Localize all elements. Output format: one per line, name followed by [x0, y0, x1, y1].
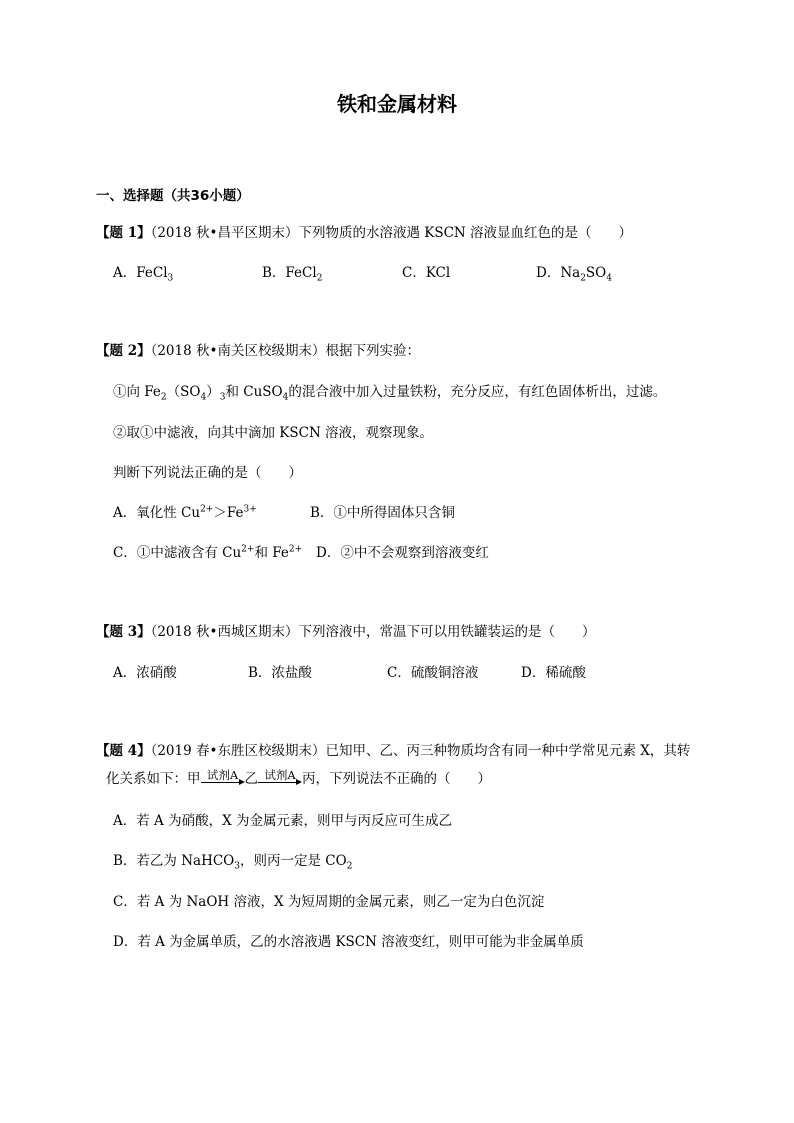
q4-option-a: A．若 A 为硝酸，X 为金属元素，则甲与丙反应可生成乙	[113, 813, 452, 829]
question-3-label: 【题 3】	[96, 624, 151, 640]
question-3	[96, 623, 595, 641]
q3-option-b: B．浓盐酸	[248, 665, 312, 681]
question-2	[96, 342, 420, 360]
q2-step-2: ②取①中滤液，向其中滴加 KSCN 溶液，观察现象。	[113, 425, 434, 441]
question-1-label: 【题 1】	[96, 225, 151, 241]
q2-option-d: D．②中不会观察到溶液变红	[316, 545, 489, 561]
q3-option-a: A．浓硝酸	[113, 665, 177, 681]
q2-prompt: 判断下列说法正确的是（ ）	[113, 465, 302, 481]
q3-option-c: C．硫酸铜溶液	[387, 665, 479, 681]
reaction-arrow-1: 试剂A	[201, 770, 245, 788]
q4-option-b: B．若乙为 NaHCO$_3$，则丙一定是 $CO_2$	[113, 853, 353, 872]
q3-option-d: D．稀硫酸	[521, 665, 586, 681]
q2-option-c: C．①中滤液含有 $Cu^{2+}$和 $Fe^{2+}$	[113, 544, 303, 561]
q4-option-c: C．若 A 为 NaOH 溶液，X 为短周期的金属元素，则乙一定为白色沉淀	[113, 894, 545, 910]
q2-option-a: A．氧化性 $Cu^{2+}>Fe^{3+}$	[113, 504, 257, 521]
q1-option-a: A．FeCl$_3$	[113, 265, 174, 284]
q1-option-b: B．FeCl$_2$	[262, 265, 323, 284]
question-2-label: 【题 2】	[96, 343, 151, 359]
q2-option-b: B．①中所得固体只含铜	[310, 505, 455, 521]
page-title: 铁和金属材料	[337, 92, 457, 116]
q1-option-c: C．KCl	[402, 265, 451, 281]
reaction-arrow-2: 试剂A	[258, 770, 302, 788]
section-header: 一、选择题（共36小题）	[96, 188, 250, 204]
question-1	[96, 224, 632, 242]
question-2-text: （2018 秋•南关区校级期末）根据下列实验：	[150, 343, 420, 359]
q4-option-d: D．若 A 为金属单质，乙的水溶液遇 KSCN 溶液变红，则甲可能为非金属单质	[113, 934, 584, 950]
question-4-text: （2019 春•东胜区校级期末）已知甲、乙、丙三种物质均含有同一种中学常见元素 X，其转	[150, 743, 691, 759]
q2-step-1: ①向 $Fe_2(SO_4)_3$和 CuSO$_4$的混合液中加入过量铁粉，充分反应，有红色固体析出，过滤。	[113, 384, 667, 403]
question-4	[96, 742, 690, 760]
question-3-text: （2018 秋•西城区期末）下列溶液中，常温下可以用铁罐装运的是（ ）	[150, 624, 596, 640]
question-1-text: （2018 秋•昌平区期末）下列物质的水溶液遇 KSCN 溶液显血红色的是（ ）	[150, 225, 633, 241]
q4-line-2: 化关系如下：甲 试剂A 乙 试剂A 丙，下列说法不正确的（ ）	[106, 768, 491, 787]
q1-option-d: D．$Na_2SO_4$	[536, 265, 612, 284]
question-4-label: 【题 4】	[96, 743, 151, 759]
